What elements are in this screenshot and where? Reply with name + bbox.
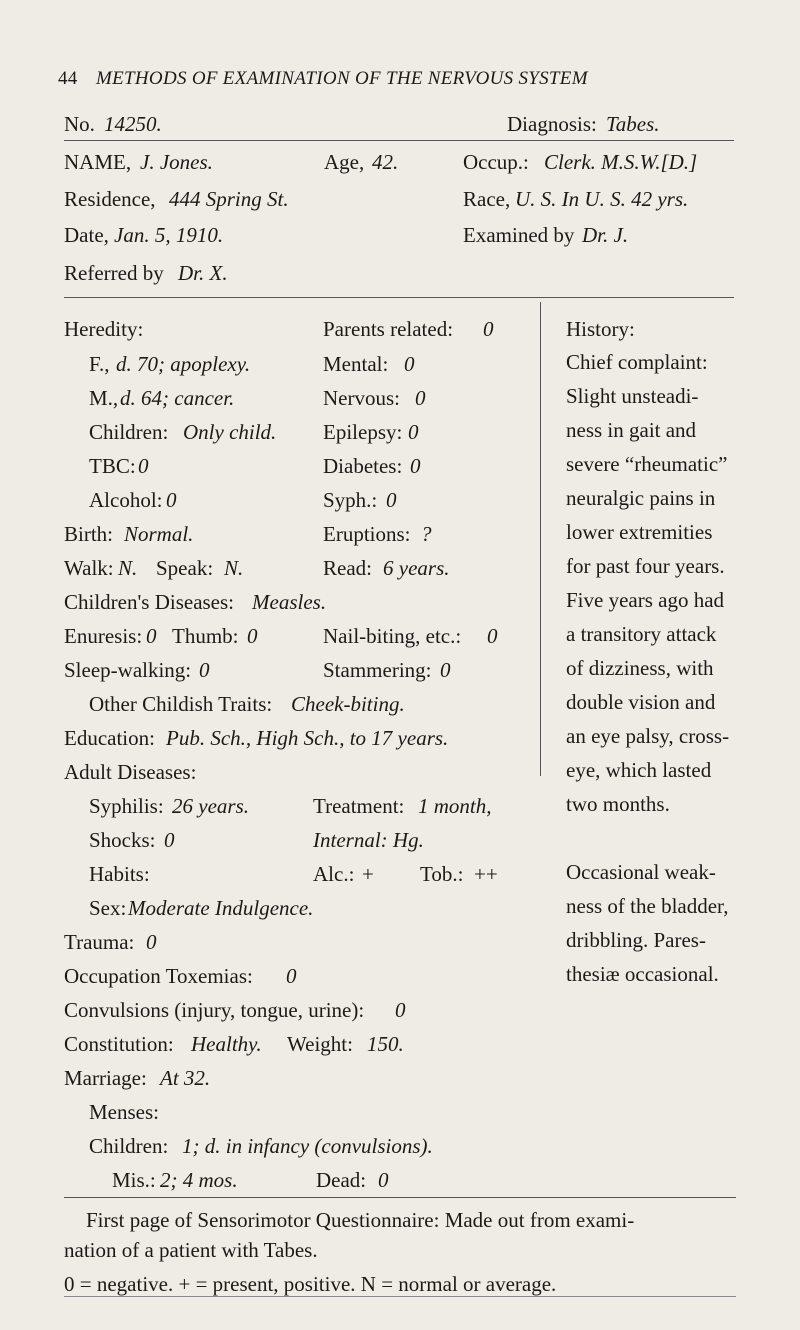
convulsions-label: Convulsions (injury, tongue, urine):	[64, 998, 365, 1022]
name-label: NAME,	[64, 150, 132, 174]
age-label: Age,	[324, 150, 365, 174]
enuresis-label: Enuresis:	[64, 624, 143, 648]
history-line: of dizziness, with	[566, 656, 714, 680]
residence-label: Residence,	[64, 187, 156, 211]
referred-value: Dr. X.	[178, 261, 228, 285]
education-label: Education:	[64, 726, 155, 750]
history-paragraph-1	[566, 345, 736, 821]
occupation-toxemias-label: Occupation Toxemias:	[64, 964, 253, 988]
nail-value: 0	[487, 624, 498, 648]
constitution-value: Healthy.	[191, 1032, 262, 1056]
diagnosis-value: Tabes.	[606, 112, 660, 136]
menses-label: Menses:	[89, 1100, 159, 1124]
shocks-value: 0	[164, 828, 175, 852]
children2-label: Children:	[89, 1134, 169, 1158]
caption-line-2: nation of a patient with Tabes.	[64, 1238, 318, 1262]
figure-caption	[64, 1205, 744, 1265]
alcohol-label: Alcohol:	[89, 488, 163, 512]
marriage-value: At 32.	[160, 1066, 211, 1090]
diabetes-label: Diabetes:	[323, 454, 403, 478]
tbc-value: 0	[138, 454, 149, 478]
nervous-value: 0	[415, 386, 426, 410]
constitution-label: Constitution:	[64, 1032, 174, 1056]
convulsions-value: 0	[395, 998, 406, 1022]
history-line: eye, which lasted	[566, 758, 712, 782]
alcohol-value: 0	[166, 488, 177, 512]
mother-label: M.,	[89, 386, 119, 410]
alc-value: +	[362, 862, 374, 886]
history-line: Slight unsteadi-	[566, 384, 699, 408]
parents-label: Parents related:	[323, 317, 454, 341]
parents-value: 0	[483, 317, 494, 341]
trauma-value: 0	[146, 930, 157, 954]
column-divider	[540, 302, 541, 776]
history-line: two months.	[566, 792, 670, 816]
dead-label: Dead:	[316, 1168, 367, 1192]
read-value: 6 years.	[383, 556, 450, 580]
thumb-label: Thumb:	[172, 624, 239, 648]
habits-label: Habits:	[89, 862, 150, 886]
childrens-diseases-value: Measles.	[252, 590, 327, 614]
no-label: No.	[64, 112, 95, 136]
diabetes-value: 0	[410, 454, 421, 478]
date-value: Jan. 5, 1910.	[114, 223, 224, 247]
referred-label: Referred by	[64, 261, 164, 285]
eruptions-label: Eruptions:	[323, 522, 411, 546]
weight-value: 150.	[367, 1032, 404, 1056]
history-heading: History:	[566, 317, 635, 341]
walk-label: Walk:	[64, 556, 114, 580]
history-line: severe “rheumatic”	[566, 452, 728, 476]
father-value: d. 70; apoplexy.	[116, 352, 251, 376]
tob-label: Tob.:	[420, 862, 464, 886]
alc-label: Alc.:	[313, 862, 355, 886]
childrens-diseases-label: Children's Diseases:	[64, 590, 235, 614]
speak-label: Speak:	[156, 556, 214, 580]
children-label: Children:	[89, 420, 169, 444]
walk-value: N.	[118, 556, 138, 580]
treatment-value: 1 month,	[418, 794, 492, 818]
history-line: for past four years.	[566, 554, 725, 578]
syphilis-value: 26 years.	[172, 794, 249, 818]
epilepsy-value: 0	[408, 420, 419, 444]
birth-value: Normal.	[124, 522, 194, 546]
tbc-label: TBC:	[89, 454, 136, 478]
history-line: a transitory attack	[566, 622, 717, 646]
shocks-label: Shocks:	[89, 828, 156, 852]
heredity-heading: Heredity:	[64, 317, 144, 341]
education-value: Pub. Sch., High Sch., to 17 years.	[166, 726, 449, 750]
race-label: Race,	[463, 187, 511, 211]
history-line: an eye palsy, cross-	[566, 724, 730, 748]
caption-line-1: First page of Sensorimotor Questionnaire: Made out from exami-	[86, 1208, 635, 1232]
examined-label: Examined by	[463, 223, 575, 247]
marriage-label: Marriage:	[64, 1066, 147, 1090]
mis-value: 2; 4 mos.	[160, 1168, 238, 1192]
trauma-label: Trauma:	[64, 930, 135, 954]
other-traits-label: Other Childish Traits:	[89, 692, 273, 716]
history-line: ness of the bladder,	[566, 894, 729, 918]
history-paragraph-2	[566, 855, 736, 991]
history-line: ness in gait and	[566, 418, 697, 442]
page-number: 44	[58, 68, 78, 89]
birth-label: Birth:	[64, 522, 114, 546]
adult-diseases-label: Adult Diseases:	[64, 760, 197, 784]
header-rule	[64, 140, 734, 141]
occupation-toxemias-value: 0	[286, 964, 297, 988]
history-line: thesiæ occasional.	[566, 962, 719, 986]
children-value: Only child.	[183, 420, 277, 444]
occup-label: Occup.:	[463, 150, 529, 174]
sleep-value: 0	[199, 658, 210, 682]
examined-value: Dr. J.	[582, 223, 629, 247]
section-rule-bottom	[64, 1197, 736, 1198]
history-line: dribbling. Pares-	[566, 928, 706, 952]
sex-label: Sex:	[89, 896, 127, 920]
history-line: double vision and	[566, 690, 716, 714]
no-value: 14250.	[104, 112, 162, 136]
syph-value: 0	[386, 488, 397, 512]
syph-label: Syph.:	[323, 488, 378, 512]
stammer-label: Stammering:	[323, 658, 432, 682]
age-value: 42.	[372, 150, 399, 174]
stammer-value: 0	[440, 658, 451, 682]
mother-value: d. 64; cancer.	[120, 386, 235, 410]
sex-value: Moderate Indulgence.	[128, 896, 314, 920]
occup-value: Clerk. M.S.W.[D.]	[544, 150, 698, 174]
eruptions-value: ?	[421, 522, 432, 546]
other-traits-value: Cheek-biting.	[291, 692, 405, 716]
nail-label: Nail-biting, etc.:	[323, 624, 462, 648]
epilepsy-label: Epilepsy:	[323, 420, 403, 444]
history-line: Occasional weak-	[566, 860, 716, 884]
sleep-label: Sleep-walking:	[64, 658, 192, 682]
history-line: neuralgic pains in	[566, 486, 716, 510]
mis-label: Mis.:	[112, 1168, 156, 1192]
father-label: F.,	[89, 352, 110, 376]
dead-value: 0	[378, 1168, 389, 1192]
speak-value: N.	[224, 556, 244, 580]
tob-value: ++	[474, 862, 498, 886]
thumb-value: 0	[247, 624, 258, 648]
caption-legend: 0 = negative. + = present, positive. N = normal or average.	[64, 1272, 557, 1296]
date-label: Date,	[64, 223, 109, 247]
residence-value: 444 Spring St.	[169, 187, 289, 211]
children2-value: 1; d. in infancy (convulsions).	[182, 1134, 433, 1158]
caption-underline	[64, 1296, 736, 1297]
internal-value: Internal: Hg.	[313, 828, 424, 852]
section-rule-top	[64, 297, 734, 298]
name-value: J. Jones.	[140, 150, 213, 174]
enuresis-value: 0	[146, 624, 157, 648]
mental-value: 0	[404, 352, 415, 376]
read-label: Read:	[323, 556, 372, 580]
race-value: U. S. In U. S. 42 yrs.	[515, 187, 689, 211]
treatment-label: Treatment:	[313, 794, 405, 818]
nervous-label: Nervous:	[323, 386, 400, 410]
history-line: Chief complaint:	[566, 350, 708, 374]
mental-label: Mental:	[323, 352, 389, 376]
history-line: Five years ago had	[566, 588, 725, 612]
weight-label: Weight:	[287, 1032, 353, 1056]
running-title: METHODS OF EXAMINATION OF THE NERVOUS SYSTEM	[96, 68, 588, 89]
history-line: lower extremities	[566, 520, 713, 544]
diagnosis-label: Diagnosis:	[507, 112, 597, 136]
syphilis-label: Syphilis:	[89, 794, 164, 818]
